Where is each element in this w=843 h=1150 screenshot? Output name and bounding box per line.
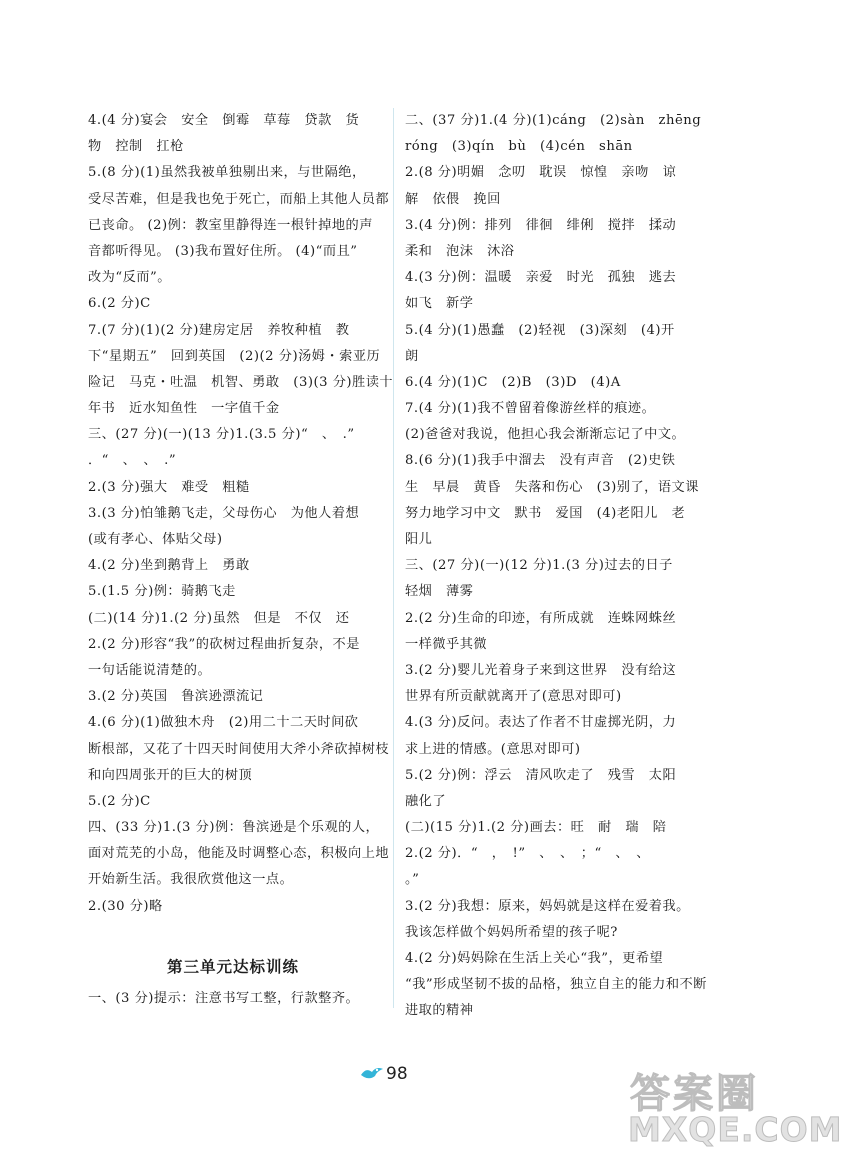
answer-line: 世界有所贡献就离开了(意思对即可) xyxy=(405,689,622,705)
answer-line: 解 依偎 挽回 xyxy=(405,191,501,207)
answer-line: 7.(7 分)(1)(2 分)建房定居 养牧种植 教 xyxy=(88,322,350,338)
answer-line: 4.(2 分)妈妈除在生活上关心“我”，更希望 xyxy=(405,951,664,966)
answer-line: 4.(6 分)(1)做独木舟 (2)用二十二天时间砍 xyxy=(88,715,359,731)
answer-line: 2.(2 分)生命的印迹，有所成就 连蛛网蛛丝 xyxy=(405,610,677,626)
answer-line: 进取的精神 xyxy=(405,1003,474,1019)
answer-line: 2.(3 分)强大 难受 粗糙 xyxy=(88,479,250,495)
answer-line: róng (3)qín bù (4)cén shān xyxy=(405,139,633,155)
section-gap xyxy=(88,920,378,954)
page-number: 98 xyxy=(386,1064,408,1084)
answer-line: 7.(4 分)(1)我不曾留着像游丝样的痕迹。 xyxy=(405,401,656,417)
answer-line: 开始新生活。我很欣赏他这一点。 xyxy=(88,872,294,888)
answer-line: 柔和 泡沫 沐浴 xyxy=(405,243,515,259)
answer-line: 4.(3 分)例：温暖 亲爱 时光 孤独 逃去 xyxy=(405,270,677,286)
section-title: 第三单元达标训练 xyxy=(166,956,299,976)
answer-line: 物 控制 扛枪 xyxy=(88,139,184,155)
watermark xyxy=(620,1060,843,1150)
answer-line: (2)爸爸对我说，他担心我会渐渐忘记了中文。 xyxy=(405,427,686,443)
answer-line: 二、(37 分)1.(4 分)(1)cáng (2)sàn zhēng xyxy=(405,113,702,128)
answer-line: (或有孝心、体贴父母) xyxy=(88,532,223,547)
answer-line: 我该怎样做个妈妈所希望的孩子呢? xyxy=(405,924,618,940)
answer-line: 改为“反而”。 xyxy=(88,270,171,286)
answer-line: 已丧命。 (2)例：教室里静得连一根针掉地的声 xyxy=(88,217,373,233)
answer-line: 朗 xyxy=(405,348,419,364)
answer-line: 6.(4 分)(1)C (2)B (3)D (4)A xyxy=(405,374,621,390)
answer-line: 5.(2 分)例：浮云 清风吹走了 残雪 太阳 xyxy=(405,767,677,783)
answer-line: 音都听得见。 (3)我布置好住所。 (4)“而且” xyxy=(88,243,358,259)
answer-line: 3.(2 分)我想：原来，妈妈就是这样在爱着我。 xyxy=(405,898,690,914)
answer-line: 受尽苦难，但是我也免于死亡，而船上其他人员都 xyxy=(88,191,390,207)
answer-line: 一样微乎其微 xyxy=(405,636,488,652)
answer-line: 4.(2 分)坐到鹅背上 勇敢 xyxy=(88,558,250,574)
answer-line: 5.(2 分)C xyxy=(88,793,151,809)
answer-line: “我”形成坚韧不拔的品格，独立自主的能力和不断 xyxy=(405,977,707,993)
answer-line: 3.(2 分)婴儿光着身子来到这世界 没有给这 xyxy=(405,662,677,678)
answer-line: 面对荒芜的小岛，他能及时调整心态，积极向上地 xyxy=(88,846,390,862)
answer-line: 4.(3 分)反问。表达了作者不甘虚掷光阴，力 xyxy=(405,715,677,731)
answer-line: 2.(2 分)．“ ， !” 、 、 ；“ 、 、 xyxy=(405,846,650,862)
answer-line: 四、(33 分)1.(3 分)例：鲁滨逊是个乐观的人， xyxy=(88,820,380,836)
answer-line: 轻烟 薄雾 xyxy=(405,584,474,600)
answer-line: 阳儿 xyxy=(405,532,433,547)
answer-line: (二)(14 分)1.(2 分)虽然 但是 不仅 还 xyxy=(88,610,350,626)
answer-line: 年书 近水知鱼性 一字值千金 xyxy=(88,401,280,417)
answer-line: 下“星期五” 回到英国 (2)(2 分)汤姆・索亚历 xyxy=(88,348,381,364)
answer-line: 一句话能说清楚的。 xyxy=(88,662,212,678)
left-answer-lines xyxy=(88,108,394,920)
answer-line: 5.(1.5 分)例：骑鹅飞走 xyxy=(88,584,236,600)
watermark-url: MXQE.COM xyxy=(628,1110,843,1149)
column-divider xyxy=(393,108,394,1008)
answer-line: 如飞 新学 xyxy=(405,296,474,312)
answer-line: 8.(6 分)(1)我手中溜去 没有声音 (2)史铁 xyxy=(405,453,676,469)
bird-logo-icon xyxy=(360,1065,384,1085)
answer-line: 2.(8 分)明媚 念叨 耽误 惊惶 亲吻 谅 xyxy=(405,165,677,181)
answer-line: ．“ 、 、 .” xyxy=(88,453,177,469)
answer-line: 生 早晨 黄昏 失落和伤心 (3)别了，语文课 xyxy=(405,479,699,495)
answer-line: (二)(15 分)1.(2 分)画去：旺 耐 瑞 陪 xyxy=(405,820,667,836)
section-first-line: 一、(3 分)提示：注意书写工整，行款整齐。 xyxy=(88,991,360,1006)
answer-line: 2.(30 分)略 xyxy=(88,898,163,914)
answer-line: 2.(2 分)形容“我”的砍树过程曲折复杂，不是 xyxy=(88,636,360,652)
answer-line: 险记 马克・吐温 机智、勇敢 (3)(3 分)胜读十 xyxy=(88,374,394,390)
answer-line: 4.(4 分)宴会 安全 倒霉 草莓 贷款 货 xyxy=(88,113,360,128)
left-column xyxy=(88,108,394,1012)
answer-line: 3.(3 分)怕雏鹅飞走，父母伤心 为他人着想 xyxy=(88,505,360,521)
answer-line: 。” xyxy=(405,872,420,888)
answer-line: 三、(27 分)(一)(12 分)1.(3 分)过去的日子 xyxy=(405,558,673,574)
answer-line: 三、(27 分)(一)(13 分)1.(3.5 分)“ 、 .” xyxy=(88,427,355,443)
answer-line: 6.(2 分)C xyxy=(88,296,151,312)
watermark-title: 答案圈 xyxy=(630,1071,759,1117)
right-answer-lines xyxy=(405,108,740,1025)
answer-line: 和向四周张开的巨大的树顶 xyxy=(88,767,253,783)
answer-line: 3.(4 分)例：排列 徘徊 绯俐 搅拌 揉动 xyxy=(405,217,677,233)
right-column xyxy=(405,108,740,1025)
answer-line: 3.(2 分)英国 鲁滨逊漂流记 xyxy=(88,689,264,705)
answer-line: 5.(8 分)(1)虽然我被单独剔出来，与世隔绝， xyxy=(88,165,366,181)
answer-line: 努力地学习中文 默书 爱国 (4)老阳儿 老 xyxy=(405,505,686,521)
answer-line: 5.(4 分)(1)愚蠢 (2)轻视 (3)深刻 (4)开 xyxy=(405,322,675,338)
answer-line: 融化了 xyxy=(405,793,447,809)
answer-line: 断根部，又花了十四天时间使用大斧小斧砍掉树枝 xyxy=(88,741,390,757)
answer-line: 求上进的情感。(意思对即可) xyxy=(405,741,581,757)
